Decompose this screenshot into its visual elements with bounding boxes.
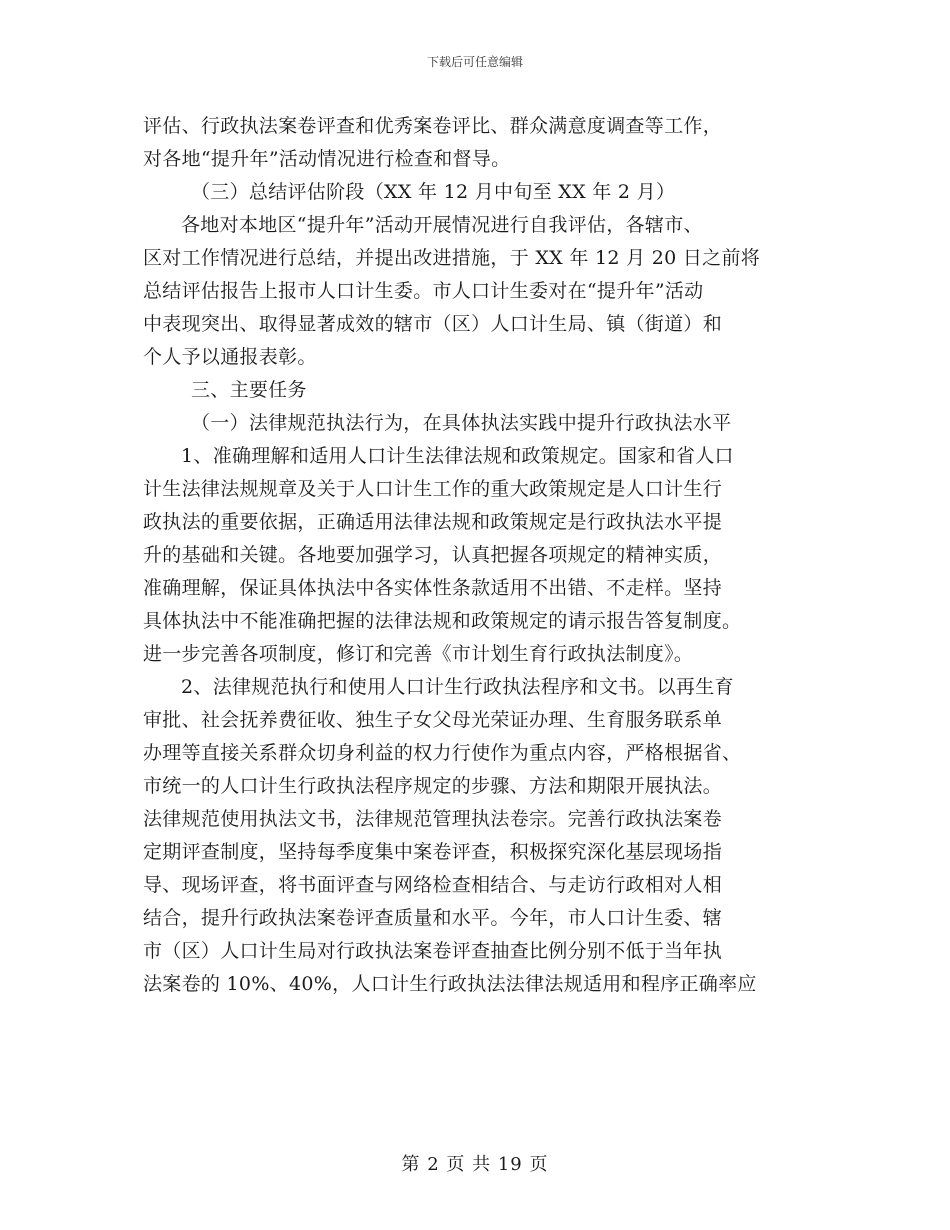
body-line: 法案卷的 10%、40%，人口计生行政执法法律法规适用和程序正确率应 [143, 973, 757, 995]
body-line: 导、现场评查，将书面评查与网络检查相结合、与走访行政相对人相 [143, 874, 723, 896]
page-number: 第 2 页 共 19 页 [401, 1154, 549, 1175]
section-heading: 三、主要任务 [191, 379, 307, 401]
document-body [143, 110, 809, 1001]
body-line: 计生法律法规规章及关于人口计生工作的重大政策规定是人口计生行 [143, 478, 723, 500]
body-line: 中表现突出、取得显著成效的辖市（区）人口计生局、镇（街道）和 [143, 313, 723, 335]
body-line: 结合，提升行政执法案卷评查质量和水平。今年，市人口计生委、辖 [143, 907, 723, 929]
body-line: 审批、社会抚养费征收、独生子女父母光荣证办理、生育服务联系单 [143, 709, 723, 731]
body-line: 法律规范使用执法文书，法律规范管理执法卷宗。完善行政执法案卷 [143, 808, 723, 830]
body-line: 市统一的人口计生行政执法程序规定的步骤、方法和期限开展执法。 [143, 775, 723, 797]
body-line: 各地对本地区“提升年”活动开展情况进行自我评估，各辖市、 [181, 214, 703, 236]
body-line: 个人予以通报表彰。 [143, 346, 317, 368]
body-line: 具体执法中不能准确把握的法律法规和政策规定的请示报告答复制度。 [143, 610, 742, 632]
subsection-heading: （一）法律规范执法行为，在具体执法实践中提升行政执法水平 [191, 412, 732, 434]
body-line: 区对工作情况进行总结，并提出改进措施，于 XX 年 12 月 20 日之前将 [143, 247, 761, 269]
body-line: 1、准确理解和适用人口计生法律法规和政策规定。国家和省人口 [181, 445, 734, 467]
body-line: 市（区）人口计生局对行政执法案卷评查抽查比例分别不低于当年执 [143, 940, 723, 962]
body-line: 2、法律规范执行和使用人口计生行政执法程序和文书。以再生育 [181, 676, 734, 698]
body-line: 办理等直接关系群众切身利益的权力行使作为重点内容，严格根据省、 [143, 742, 742, 764]
body-line: 对各地“提升年”活动情况进行检查和督导。 [143, 148, 511, 170]
page-header-note: 下载后可任意编辑 [426, 55, 523, 69]
body-line: 准确理解，保证具体执法中各实体性条款适用不出错、不走样。坚持 [143, 577, 723, 599]
body-line: 总结评估报告上报市人口计生委。市人口计生委对在“提升年”活动 [143, 280, 704, 302]
body-line: 进一步完善各项制度，修订和完善《市计划生育行政执法制度》。 [143, 643, 694, 665]
body-line: 政执法的重要依据，正确适用法律法规和政策规定是行政执法水平提 [143, 511, 723, 533]
body-line: 升的基础和关键。各地要加强学习，认真把握各项规定的精神实质， [143, 544, 723, 566]
section-heading: （三）总结评估阶段（XX 年 12 月中旬至 XX 年 2 月） [191, 181, 676, 203]
body-line: 评估、行政执法案卷评查和优秀案卷评比、群众满意度调查等工作， [143, 115, 723, 137]
body-line: 定期评查制度，坚持每季度集中案卷评查，积极探究深化基层现场指 [143, 841, 723, 863]
